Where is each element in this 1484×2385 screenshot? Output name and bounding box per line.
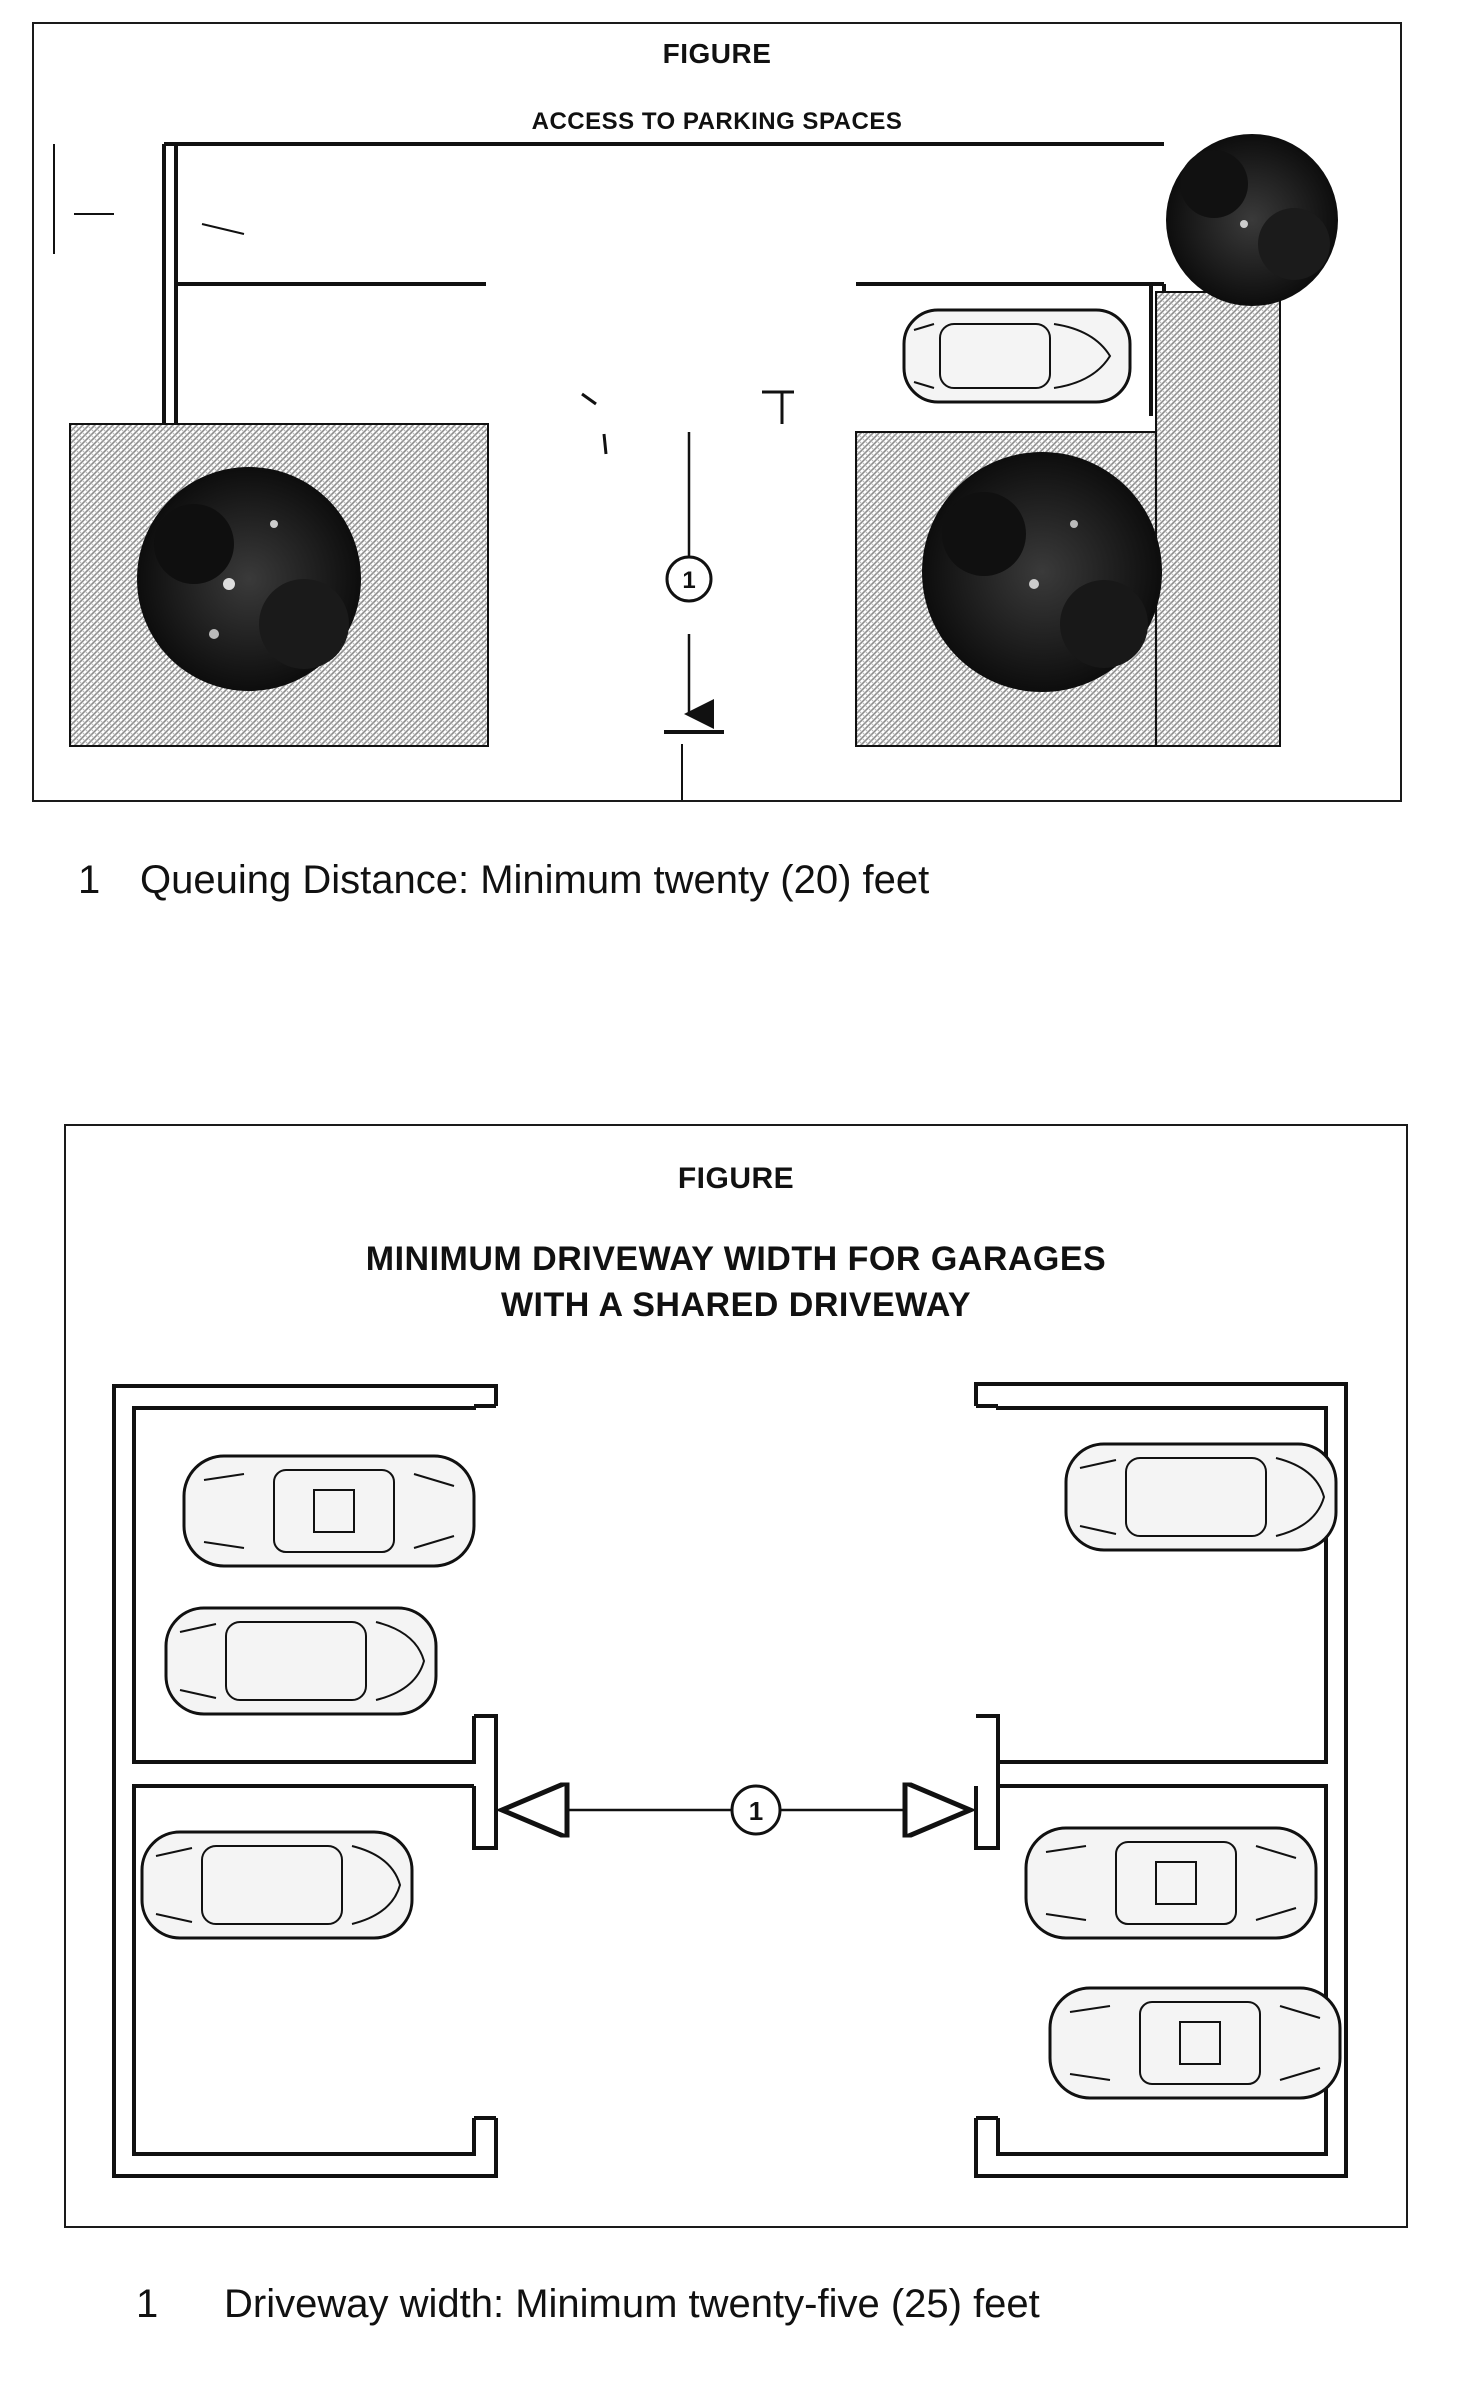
figure1-drawing [34,24,1400,800]
legend-text: Queuing Distance: Minimum twenty (20) feet [140,858,930,902]
car-icon [184,1456,474,1566]
figure-number-label: FIGURE [662,38,772,69]
car-icon [1050,1988,1340,2098]
callout-number: 1 [682,567,696,594]
car-icon [1026,1828,1316,1938]
tree-icon [1166,134,1338,306]
figure-access-to-parking [32,22,1402,802]
car-icon [904,310,1130,402]
figure-title [66,1236,1406,1328]
legend-item [136,2282,1040,2327]
legend-text: Driveway width: Minimum twenty-five (25) feet [224,2282,1040,2326]
car-icon [142,1832,412,1938]
tree-icon [137,467,361,691]
figure-title-line1: MINIMUM DRIVEWAY WIDTH FOR GARAGES [365,1240,1107,1278]
legend-item [78,858,929,903]
legend-number: 1 [78,858,101,902]
figure-shared-driveway [64,1124,1408,2228]
legend-number: 1 [136,2282,159,2326]
figure-number-label: FIGURE [677,1162,795,1195]
figure-title: ACCESS TO PARKING SPACES [531,108,903,135]
callout-number: 1 [748,1796,764,1826]
figure-title-line2: WITH A SHARED DRIVEWAY [500,1286,972,1324]
tree-icon [922,452,1162,692]
car-icon [166,1608,436,1714]
car-icon [1066,1444,1336,1550]
